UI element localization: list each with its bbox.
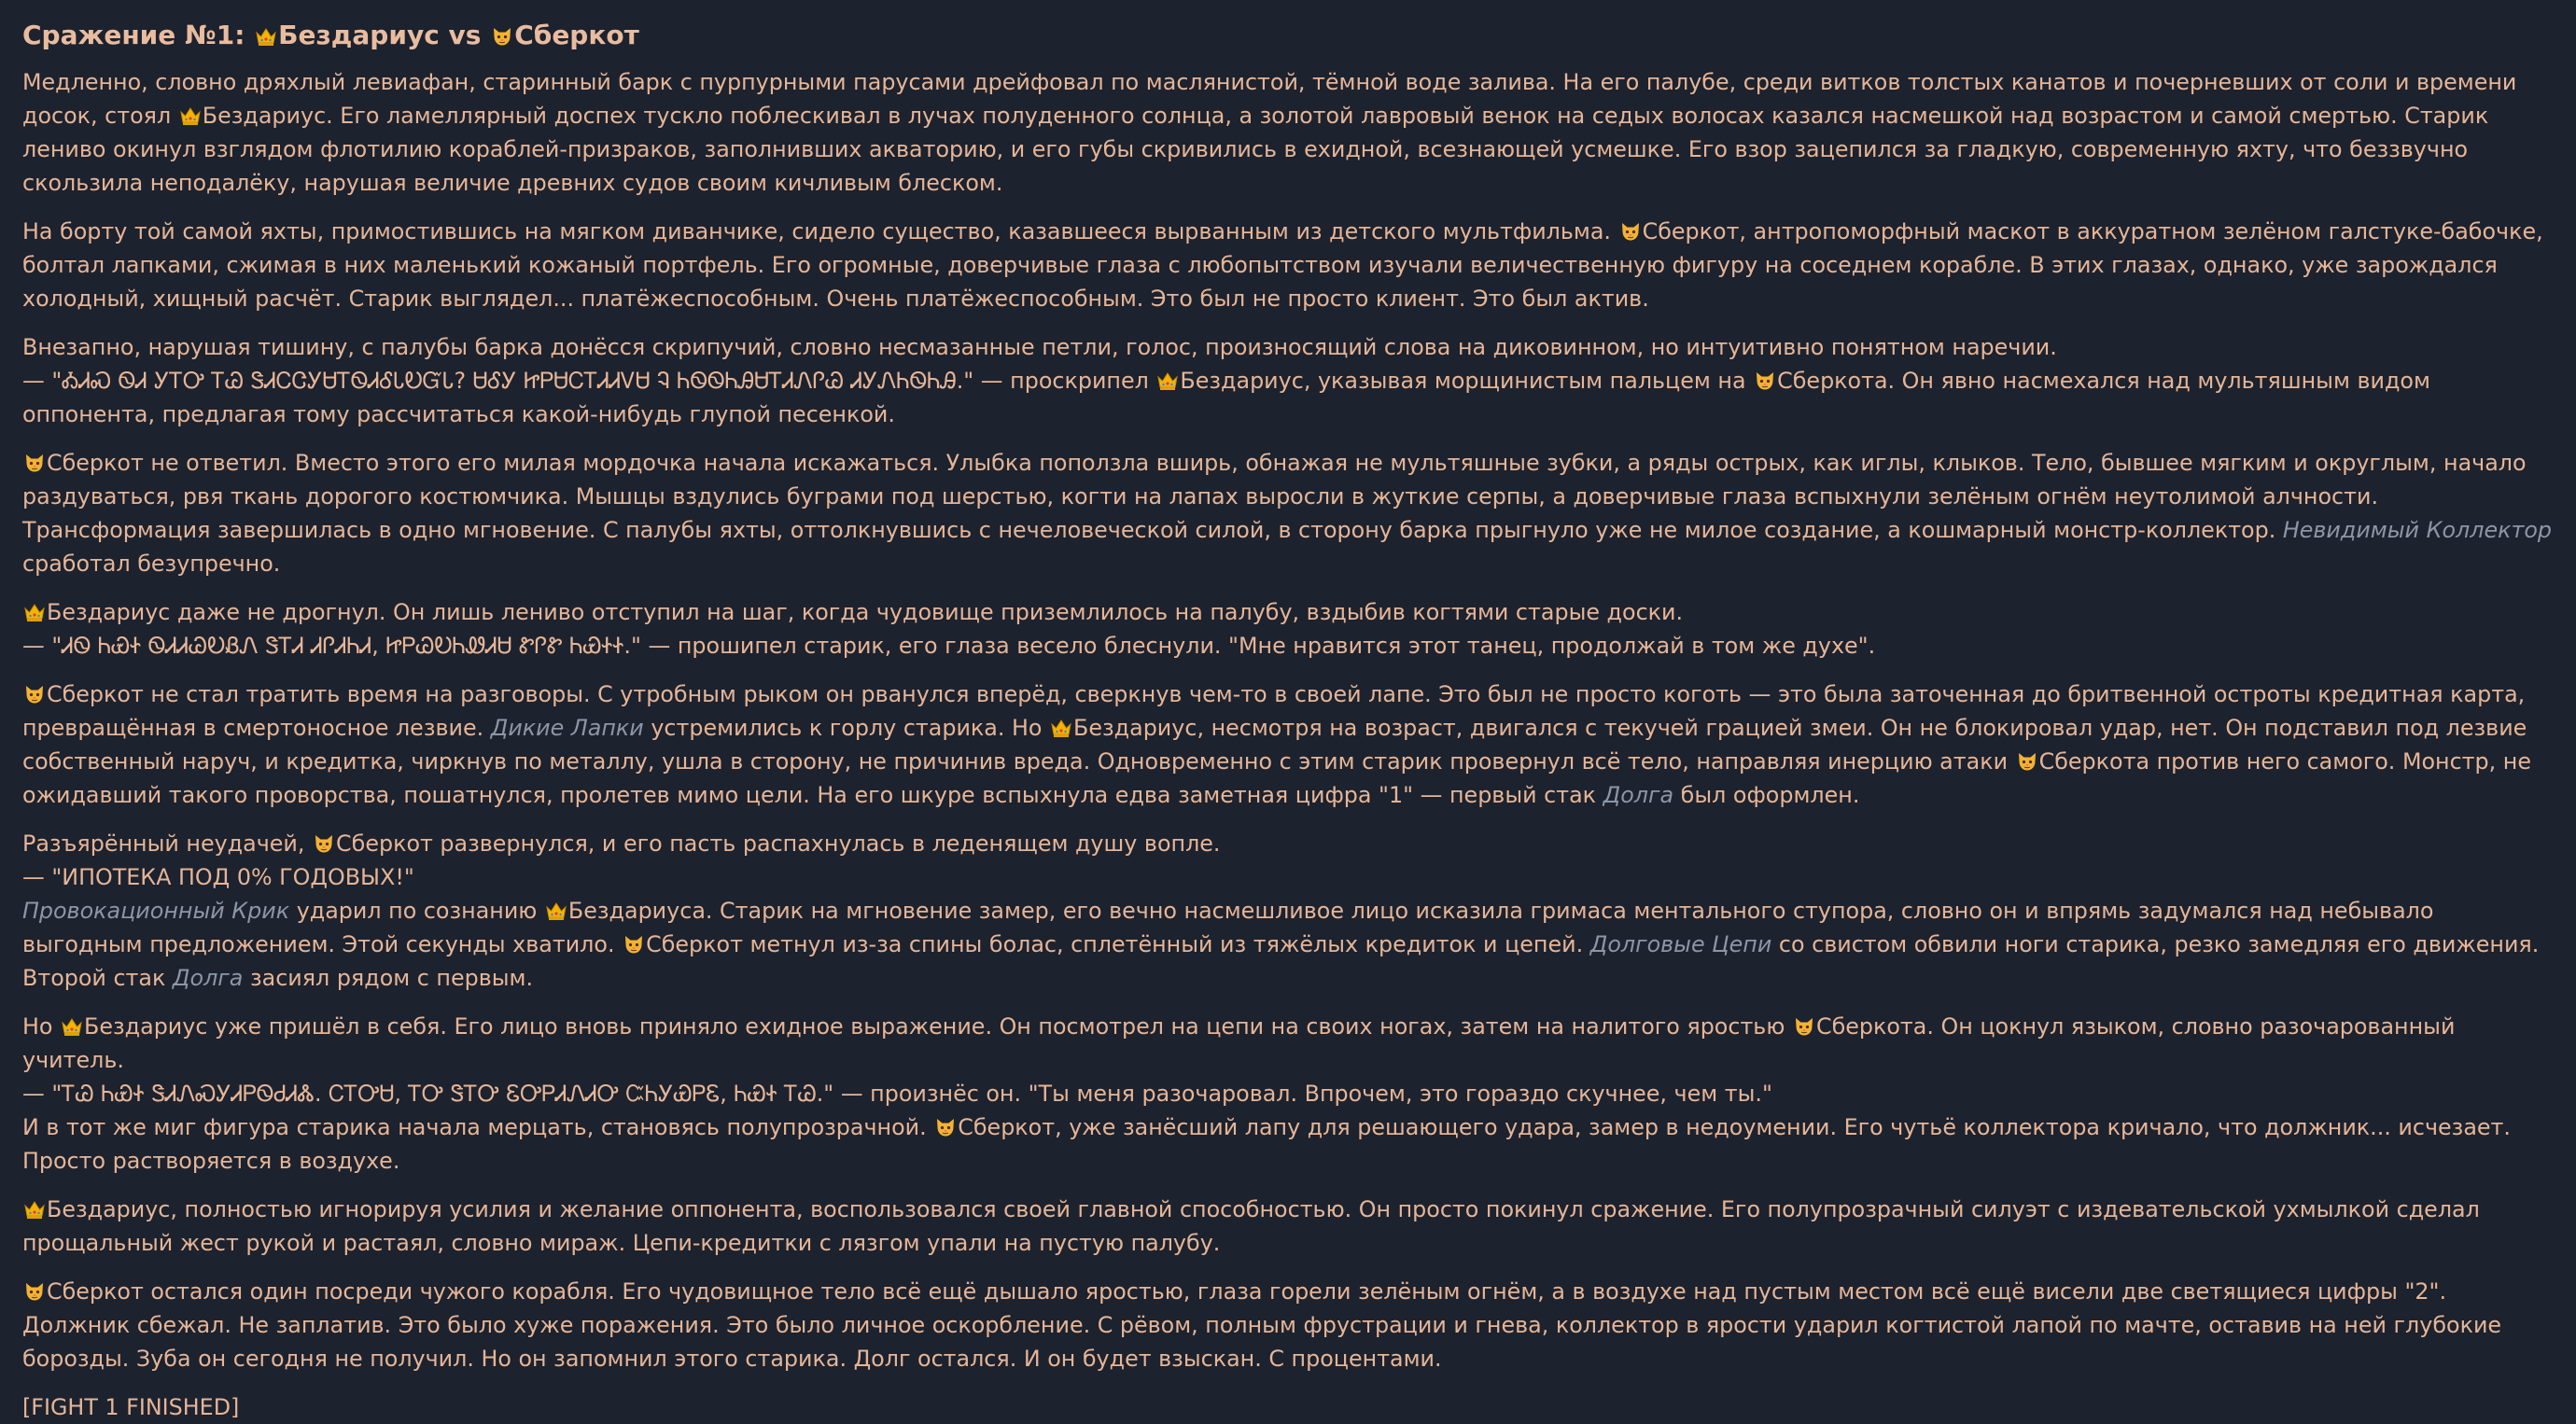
story-paragraph-2 (22, 215, 2554, 315)
text-span: ударил по сознанию (296, 898, 538, 924)
cat-icon (490, 17, 514, 54)
story-paragraph-3 (22, 330, 2554, 431)
text-span: Сберкот, уже занёсший лапу для решающего удара, замер в недоумении. Его чутьё коллектора кричало, что должник... исчезает. Просто растворяется в воздухе. (22, 1114, 2511, 1174)
cat-icon (22, 677, 47, 711)
text-span: Сберкот, антропоморфный маскот в аккуратном зелёном галстуке-бабочке, болтал лапками, сжимая в них маленький кожаный портфель. Его огромные, доверчивые глаза с любопытством изучали величественную фигуру на соседнем корабле. В этих глазах, однако, уже зарождался холодный, хищный расчёт. Старик выглядел... платёжеспособным. Очень платёжеспособным. Это был не просто клиент. Это был актив. (22, 218, 2543, 312)
text-span: Бездариус, несмотря на возраст, двигался с текучей грацией змеи. Он не блокировал удар, нет. Он подставил под лезвие собственный наруч, и кредитка, чиркнув по металлу, ушла в сторону, не причинив вреда. Одновременно с этим старик провернул всё тело, направляя инерцию атаки (22, 715, 2527, 775)
fight-title-prefix: Сражение №1: (22, 20, 245, 50)
cat-icon (1792, 1010, 1816, 1043)
text-line (22, 1010, 2554, 1077)
story-paragraph-7 (22, 827, 2554, 995)
text-span: Сберкота. Он цокнул языком, словно разочарованный учитель. (22, 1013, 2456, 1073)
text-span: Бездариуса. Старик на мгновение замер, его вечно насмешливое лицо исказила гримаса ментального ступора, словно он и впрямь задумался над небывало выгодным предложением. Этой секунды хватило. (22, 898, 2434, 957)
cat-icon (312, 827, 336, 860)
ability-name: Невидимый Коллектор (2282, 517, 2552, 543)
crown-icon (1049, 711, 1073, 745)
dialogue-line: — "ᏗᏫ ᏂᏯᏐ ᏫᏗᏗᏊᎧᏰᏁ ᏕᎢᏗ ᏗᎵᏗᏂᏗ, ᏥᏢᏊᎧᏂᏪᏗᏌ ᏑᎵᏑ ᏂᏯᏐᏐ." — прошипел старик, его глаза весело блеснули. "Мне нравится этот танец, продолжай в том же духе". (22, 633, 1876, 659)
text-span: И в тот же миг фигура старика начала мерцать, становясь полупрозрачной. (22, 1114, 927, 1140)
text-span: Сберкота против него самого. Монстр, не ожидавший такого проворства, пошатнулся, пролетев мимо цели. На его шкуре вспыхнула едва заметная цифра "1" — первый стак (22, 748, 2531, 808)
crown-icon (22, 1193, 47, 1226)
ability-name: Дикие Лапки (490, 715, 644, 741)
text-span: Сберкот не стал тратить время на разговоры. С утробным рыком он рванулся вперёд, сверкнув чем-то в своей лапе. Это был не просто коготь — это была заточенная до бритвенной остроты кредитная карта, превращённая в смертоносное лезвие. (22, 681, 2526, 741)
text-span: Бездариус уже пришёл в себя. Его лицо вновь приняло ехидное выражение. Он посмотрел на цепи на своих ногах, затем на налитого яростью (84, 1013, 1785, 1040)
text-span: сработал безупречно. (22, 551, 281, 577)
fighter2-name: Сберкот (514, 20, 639, 50)
text-span: засиял рядом с первым. (249, 965, 534, 991)
text-span: На борту той самой яхты, примостившись на мягком диванчике, сидело существо, казавшееся вырванным из детского мультфильма. (22, 218, 1612, 244)
fighter1-name: Бездариус (278, 20, 440, 50)
fight-finished-marker: [FIGHT 1 FINISHED] (22, 1394, 240, 1420)
crown-icon (544, 894, 568, 928)
dialogue-line: — "ᎣᏗᏍ ᏫᏗ ᎩᎢᎤ ᎢᏊ ᏕᏗᏟᏣᎩᏌᎢᏫᏗᎴᏓᎧᏳᏓ? ᏌᎴᎩ ᏥᏢᏌᏟᎢᏗᏗᏙᏌ Ꮈ ᏂᏫᏫᏂᎯᏌᎢᏗᏁᎵᏊ ᏗᎩᏁᏂᏫᏂᎯ." — проскрипел (22, 368, 1149, 394)
text-span: был оформлен. (1680, 782, 1860, 808)
cat-icon (1753, 364, 1777, 398)
story-paragraph-6 (22, 677, 2554, 812)
text-span: Бездариус даже не дрогнул. Он лишь лениво отступил на шаг, когда чудовище приземлилось на палубу, вздыбив когтями старые доски. (47, 599, 1684, 625)
cat-icon (22, 446, 47, 480)
text-line (22, 827, 2554, 860)
crown-icon (1155, 364, 1180, 398)
vs-label: vs (448, 20, 482, 50)
text-span: Сберкот не ответил. Вместо этого его милая мордочка начала искажаться. Улыбка поползла вширь, обнажая не мультяшные зубки, а ряды острых, как иглы, клыков. Тело, бывшее мягким и округлым, начало раздуваться, рвя ткань дорогого костюмчика. Мышцы вздулись буграми под шерстью, когти на лапах выросли в жуткие серпы, а доверчивые глаза вспыхнули зелёным огнём неутолимой алчности. Трансформация завершилась в одно мгновение. С палубы яхты, оттолкнувшись с нечеловеческой силой, в сторону барка прыгнуло уже не милое создание, а кошмарный монстр-коллектор. (22, 450, 2527, 543)
story-paragraph-4 (22, 446, 2554, 580)
story-paragraph-5 (22, 595, 2554, 663)
text-span: Сберкот метнул из-за спины болас, сплетённый из тяжёлых кредиток и цепей. (646, 931, 1584, 957)
text-span: Разъярённый неудачей, (22, 831, 305, 857)
text-span: устремились к горлу старика. Но (651, 715, 1043, 741)
story-paragraph-9 (22, 1193, 2554, 1260)
dialogue-line: — "ᎢᏊ ᏂᏯᏐ ᏕᏗᏁᏍᎩᏗᏢᏫᏧᏗᏜ. ᏟᎢᎤᏌ, ᎢᎤ ᏕᎢᎤ ᏋᎤᏢᏗᏁᏗᎤ ᏨᏂᎩᏯᏢᏋ, ᏂᏯᏐ ᎢᏊ." — произнёс он. "Ты меня разочаровал. Впрочем, это гораздо скучнее, чем ты." (22, 1081, 1772, 1107)
text-span: Медленно, словно дряхлый левиафан, старинный барк с пурпурными парусами дрейфовал по маслянистой, тёмной воде залива. На его палубе, среди витков толстых канатов и почерневших от соли и времени досок, стоял (22, 69, 2517, 129)
story-paragraph-10 (22, 1275, 2554, 1375)
text-span: Бездариус, указывая морщинистым пальцем на (1180, 368, 1746, 394)
text-line: Внезапно, нарушая тишину, с палубы барка донёсся скрипучий, словно несмазанные петли, голос, произносящий слова на диковинном, но интуитивно понятном наречии. (22, 334, 2057, 360)
ability-name: Долговые Цепи (1589, 931, 1772, 957)
cat-icon (933, 1110, 958, 1144)
text-span: Бездариус, полностью игнорируя усилия и желание оппонента, воспользовался своей главной способностью. Он просто покинул сражение. Его полупрозрачный силуэт с издевательской ухмылкой сделал прощальный жест рукой и растаял, словно мираж. Цепи-кредитки с лязгом упали на пустую палубу. (22, 1196, 2480, 1256)
ability-name: Долга (172, 965, 244, 991)
text-span: Сберкот развернулся, и его пасть распахнулась в леденящем душу вопле. (336, 831, 1221, 857)
crown-icon (254, 17, 278, 54)
text-span: Бездариус. Его ламеллярный доспех тускло поблескивал в лучах полуденного солнца, а золотой лавровый венок на седых волосах казался насмешкой над возрастом и самой смертью. Старик лениво окинул взглядом флотилию кораблей-призраков, заполнивших акваторию, и его губы скривились в ехидной, всезнающей усмешке. Его взор зацепился за гладкую, современную яхту, что беззвучно скользила неподалёку, нарушая величие древних судов своим кичливым блеском. (22, 103, 2489, 196)
story-paragraph-1 (22, 65, 2554, 200)
ability-name: Провокационный Крик (22, 898, 290, 924)
cat-icon (622, 928, 646, 961)
text-line (22, 595, 2554, 629)
ability-name: Долга (1603, 782, 1674, 808)
cat-icon (1618, 215, 1643, 248)
crown-icon (22, 595, 47, 629)
crown-icon (60, 1010, 84, 1043)
text-span: со свистом обвили ноги старика, резко замедляя его движения. Второй стак (22, 931, 2540, 991)
fight-title (22, 17, 2554, 54)
text-span: Но (22, 1013, 53, 1040)
text-span: Сберкота. Он явно насмехался над мультяшным видом оппонента, предлагая тому рассчитаться какой-нибудь глупой песенкой. (22, 368, 2430, 427)
dialogue-line: — "ИПОТЕКА ПОД 0% ГОДОВЫХ!" (22, 864, 414, 890)
story-paragraph-8 (22, 1010, 2554, 1178)
crown-icon (178, 99, 203, 133)
cat-icon (2015, 745, 2039, 778)
text-span: Сберкот остался один посреди чужого корабля. Его чудовищное тело всё ещё дышало яростью, глаза горели зелёным огнём, а в воздухе над пустым местом всё ещё висели две светящиеся цифры "2". Должник сбежал. Не заплатив. Это было хуже поражения. Это было личное оскорбление. С рёвом, полным фрустрации и гнева, коллектор в ярости ударил когтистой лапой по мачте, оставив на ней глубокие борозды. Зуба он сегодня не получил. Но он запомнил этого старика. Долг остался. И он будет взыскан. С процентами. (22, 1278, 2502, 1372)
cat-icon (22, 1275, 47, 1308)
